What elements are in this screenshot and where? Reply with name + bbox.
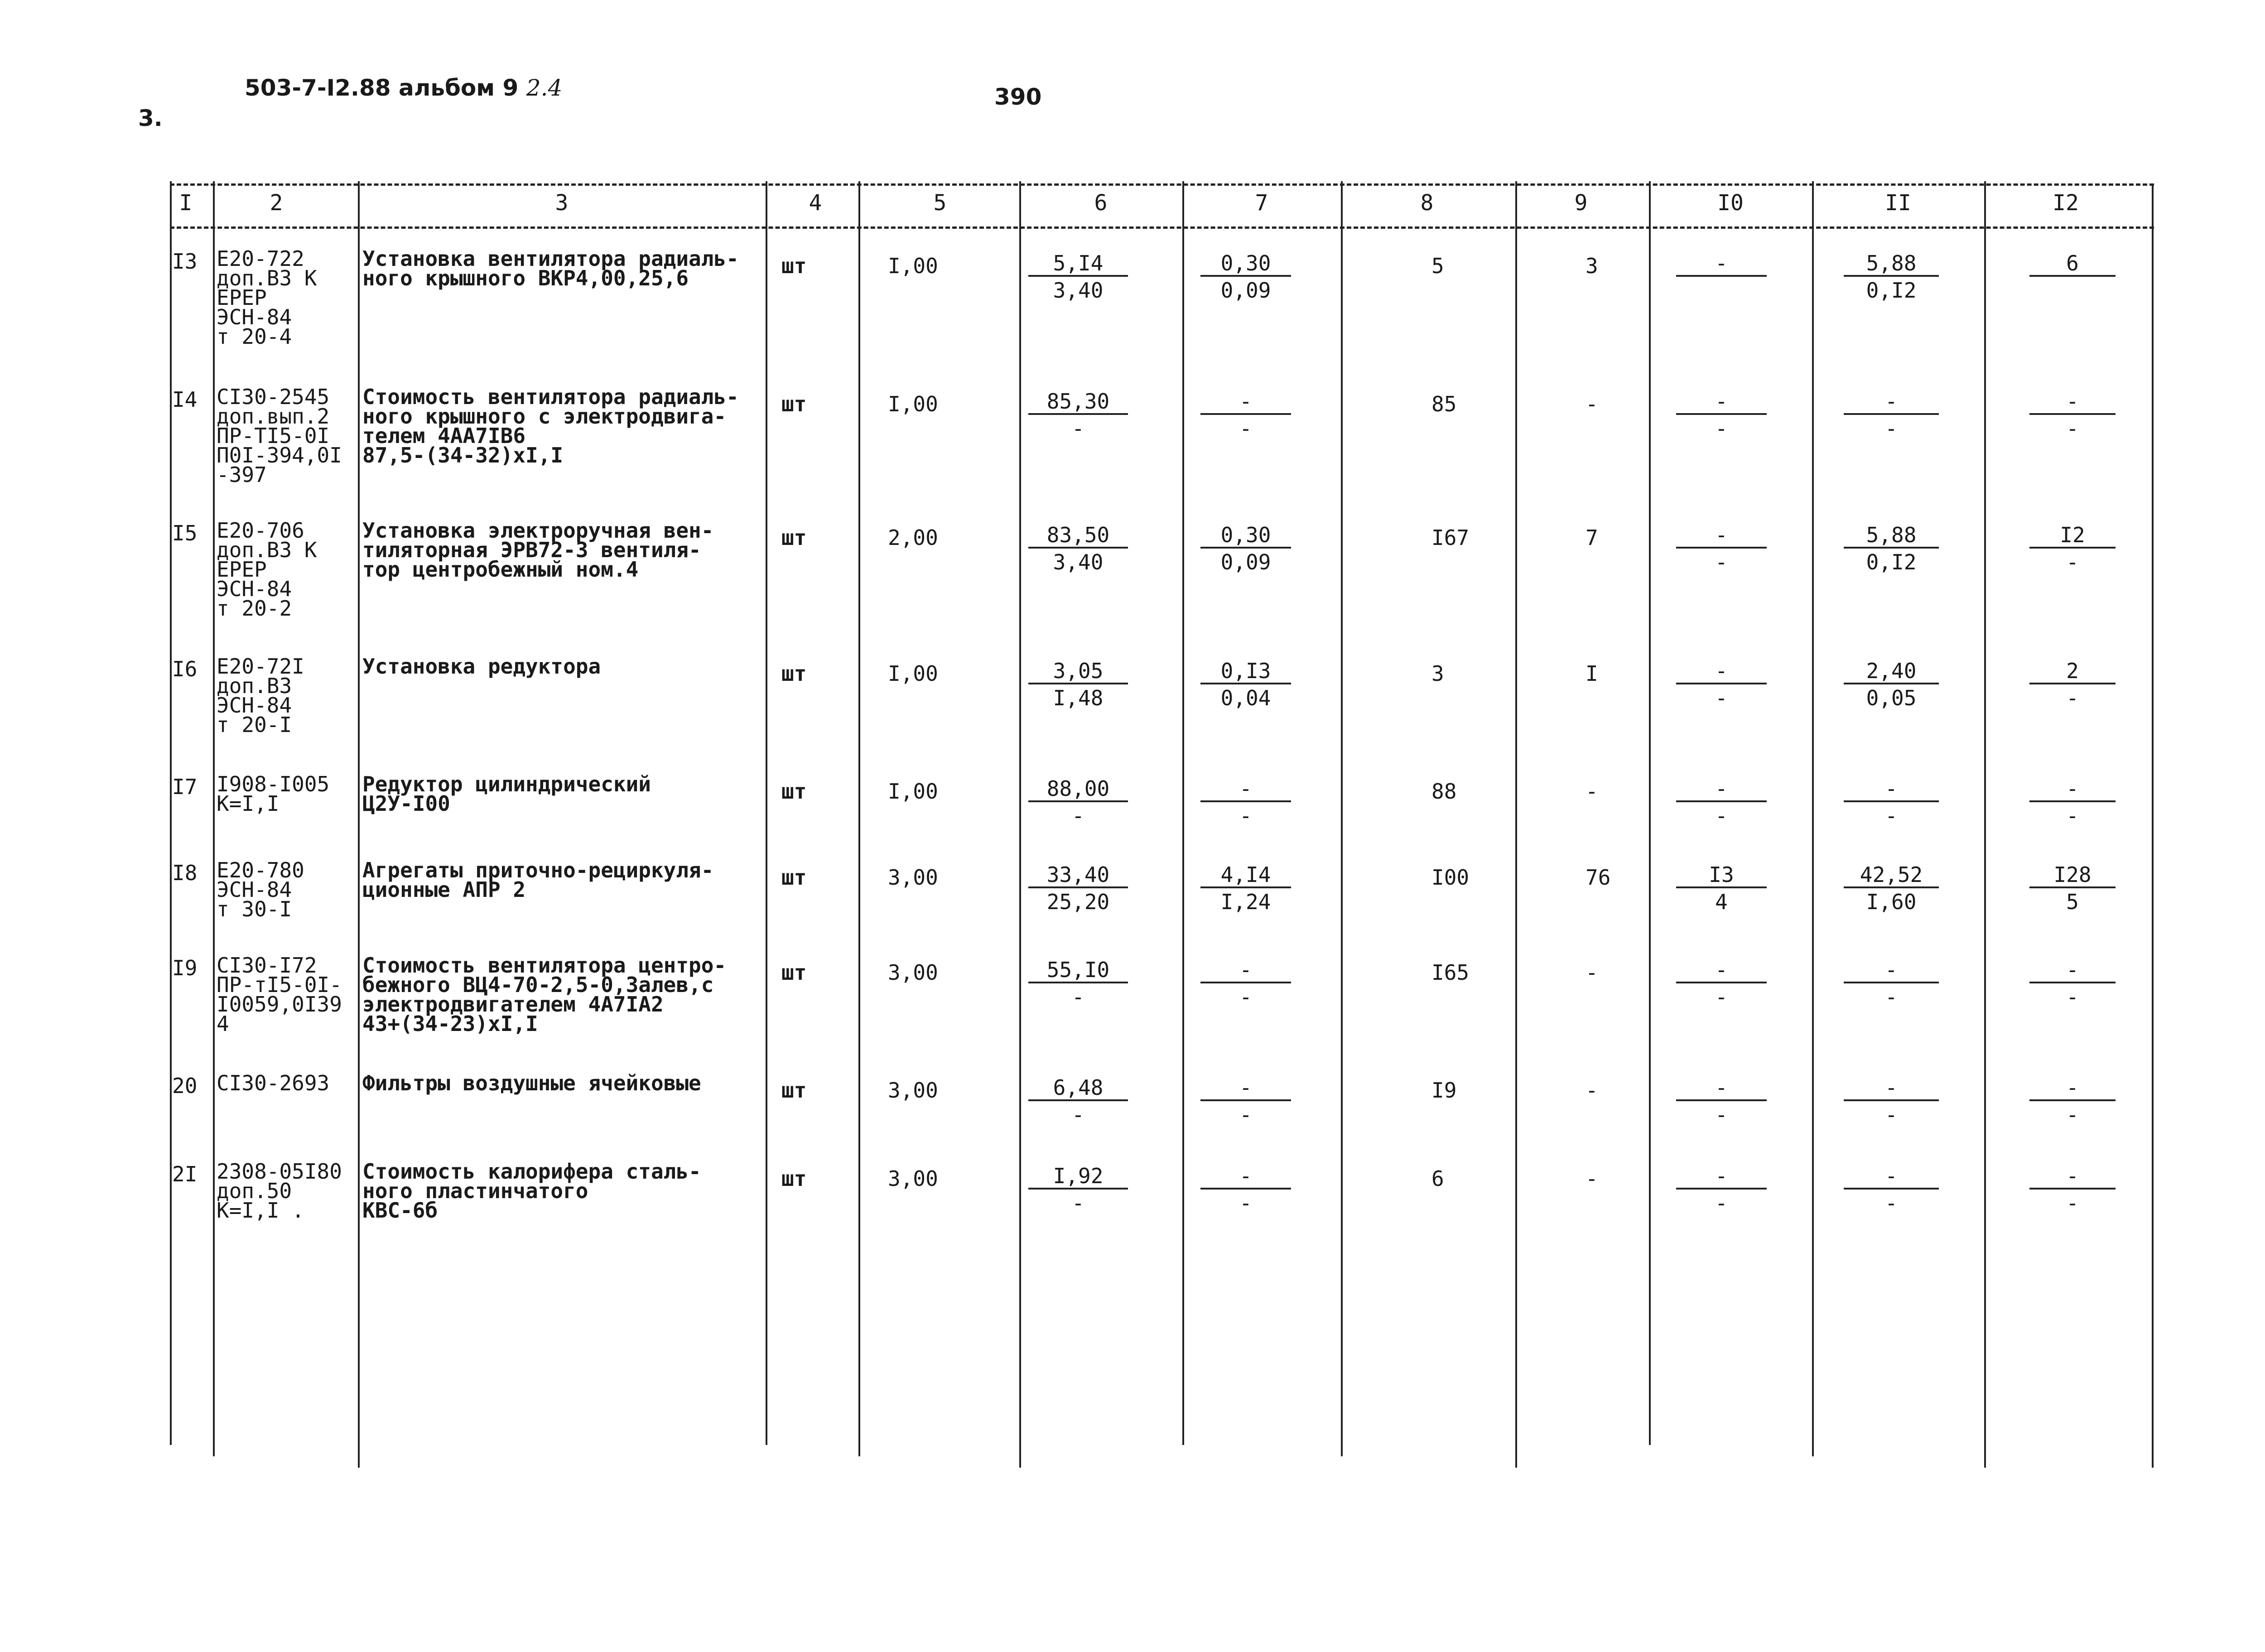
col-header-11: II	[1885, 190, 1911, 216]
cost-col-10-denominator	[1676, 277, 1767, 304]
work-description	[362, 654, 601, 679]
rate-code-line: ПР-тI5-0I-	[217, 973, 342, 997]
quantity: 2,00	[888, 525, 938, 550]
column-rule-9	[1515, 181, 1517, 1468]
cost-col-7	[1200, 390, 1291, 442]
cost-col-12	[2029, 659, 2116, 712]
unit-cost-col-6-denominator: 3,40	[1053, 278, 1104, 303]
work-description-line: КВС-6б	[362, 1198, 438, 1223]
col-header-9: 9	[1574, 190, 1588, 216]
total-col-9: -	[1586, 392, 1598, 416]
cost-col-12-denominator: -	[2066, 804, 2079, 828]
col-header-3: 3	[555, 190, 569, 216]
work-description-line: ного пластинчатого	[362, 1179, 588, 1203]
work-description-line: телем 4АА7IВ6	[362, 424, 526, 448]
row-number: I3	[172, 249, 198, 274]
unit-cost-col-6-numerator: 85,30	[1028, 390, 1128, 415]
cost-col-10-numerator: -	[1676, 659, 1767, 684]
unit-cost-col-6-denominator: 25,20	[1046, 890, 1110, 914]
cost-col-12-denominator: 5	[2066, 890, 2079, 914]
work-description-line: Фильтры воздушные ячейковые	[362, 1071, 701, 1095]
unit-cost-col-6-numerator: 3,05	[1028, 659, 1128, 684]
document-code-text: 503-7-I2.88 альбом 9	[245, 75, 519, 101]
cost-col-12-denominator	[2029, 277, 2116, 304]
rate-code-line: Е20-706	[217, 518, 304, 543]
rate-code-line: СI30-I72	[217, 953, 317, 978]
column-rule-6	[1019, 181, 1021, 1468]
rate-code	[217, 858, 304, 921]
cost-col-10-numerator: -	[1676, 1076, 1767, 1101]
cost-col-12-numerator: -	[2029, 777, 2116, 802]
col-header-4: 4	[809, 190, 822, 216]
total-col-9: -	[1586, 779, 1598, 804]
total-col-9: 7	[1586, 525, 1598, 550]
row-number: I6	[172, 657, 198, 681]
total-col-8: 5	[1431, 254, 1444, 278]
row-number: I9	[172, 956, 198, 980]
cost-col-11-denominator: -	[1885, 1103, 1898, 1127]
work-description	[362, 518, 714, 582]
rate-code-line: СI30-2693	[217, 1071, 330, 1095]
cost-col-12	[2029, 251, 2116, 304]
cost-col-12	[2029, 1076, 2116, 1128]
cost-col-10-numerator: I3	[1676, 863, 1767, 888]
cost-col-10	[1676, 523, 1767, 576]
rate-code-line: ЭСН-84	[217, 877, 292, 902]
quantity: 3,00	[888, 960, 938, 985]
column-rule-7	[1182, 181, 1184, 1445]
unit: шт	[781, 1078, 807, 1103]
unit-cost-col-6-denominator: -	[1072, 416, 1084, 441]
work-description	[362, 953, 727, 1036]
work-description-line: Стоимость калорифера сталь-	[362, 1159, 701, 1184]
work-description-line: бежного ВЦ4-70-2,5-0,3алев,с	[362, 973, 714, 997]
cost-col-10-denominator: -	[1715, 804, 1728, 828]
total-col-9: -	[1586, 1078, 1598, 1103]
unit-cost-col-6	[1028, 390, 1128, 442]
cost-col-12	[2029, 390, 2116, 442]
unit: шт	[781, 960, 807, 985]
total-col-8: 6	[1431, 1166, 1444, 1191]
unit-cost-col-6-numerator: 83,50	[1028, 523, 1128, 549]
cost-col-7	[1200, 523, 1291, 576]
cost-col-12-denominator: -	[2066, 985, 2079, 1009]
unit-cost-col-6-numerator: 55,I0	[1028, 958, 1128, 983]
cost-col-7-denominator: -	[1239, 1191, 1252, 1215]
column-rule-10	[1649, 181, 1651, 1445]
cost-col-7-denominator: 0,09	[1220, 278, 1271, 303]
cost-col-11-numerator: -	[1844, 1164, 1939, 1190]
rate-code-line: 2308-05I80	[217, 1159, 342, 1184]
row-number: I8	[172, 861, 198, 885]
col-header-10: I0	[1717, 190, 1744, 216]
unit-cost-col-6-numerator: I,92	[1028, 1164, 1128, 1190]
cost-col-7-denominator: -	[1239, 1103, 1252, 1127]
unit-cost-col-6	[1028, 659, 1128, 712]
cost-col-10-numerator: -	[1676, 523, 1767, 549]
column-rule-12	[1984, 181, 1986, 1468]
column-rule-3	[358, 181, 360, 1468]
cost-col-10-numerator: -	[1676, 390, 1767, 415]
unit-cost-col-6-denominator: -	[1072, 985, 1084, 1009]
rate-code-line: ЭСН-84	[217, 577, 292, 601]
rate-code-line: I0059,0I39	[217, 992, 342, 1016]
cost-col-10	[1676, 777, 1767, 829]
quantity: 3,00	[888, 865, 938, 890]
cost-col-12-numerator: 6	[2029, 251, 2116, 277]
cost-col-7	[1200, 958, 1291, 1011]
cost-col-10-numerator: -	[1676, 251, 1767, 277]
cost-col-11-denominator: I,60	[1866, 890, 1917, 914]
cost-col-7	[1200, 863, 1291, 915]
work-description	[362, 387, 739, 465]
unit: шт	[781, 1166, 807, 1191]
cost-col-7-numerator: -	[1200, 1164, 1291, 1190]
work-description-line: ного крышного с электродвига-	[362, 404, 727, 429]
unit: шт	[781, 525, 807, 550]
rate-code-line: Е20-72I	[217, 654, 304, 679]
rate-code	[217, 246, 317, 349]
cost-col-12-numerator: -	[2029, 1164, 2116, 1190]
cost-col-11	[1844, 1076, 1939, 1128]
column-rule-11	[1812, 181, 1814, 1456]
work-description-line: Установка вентилятора радиаль-	[362, 246, 739, 271]
total-col-9: -	[1586, 960, 1598, 985]
column-rule-8	[1341, 181, 1343, 1456]
cost-col-12-denominator: -	[2066, 550, 2079, 574]
cost-col-12-numerator: -	[2029, 1076, 2116, 1101]
cost-col-11-denominator: -	[1885, 804, 1898, 828]
cost-col-10	[1676, 659, 1767, 712]
work-description	[362, 246, 739, 290]
cost-col-10-denominator: -	[1715, 1103, 1728, 1127]
cost-col-11	[1844, 523, 1939, 576]
rate-code-line: т 20-I	[217, 713, 292, 737]
cost-col-11	[1844, 659, 1939, 712]
cost-col-7-numerator: 0,30	[1200, 251, 1291, 277]
cost-col-11	[1844, 777, 1939, 829]
unit-cost-col-6	[1028, 958, 1128, 1011]
cost-col-12-numerator: -	[2029, 390, 2116, 415]
work-description-line: Ц2У-I00	[362, 791, 450, 816]
rate-code-line: доп.В3	[217, 674, 292, 698]
work-description-line: Установка электроручная вен-	[362, 518, 714, 543]
cost-col-7	[1200, 1076, 1291, 1128]
rate-code-line: доп.В3 К	[217, 538, 317, 562]
cost-col-10	[1676, 958, 1767, 1011]
cost-col-7-numerator: -	[1200, 390, 1291, 415]
cost-col-12-numerator: -	[2029, 958, 2116, 983]
rate-code-line: ЭСН-84	[217, 305, 292, 329]
cost-col-7-numerator: -	[1200, 777, 1291, 802]
cost-col-11-denominator: -	[1885, 416, 1898, 441]
cost-col-11	[1844, 1164, 1939, 1217]
col-header-1: I	[179, 190, 193, 216]
rate-code-line: доп.вып.2	[217, 404, 330, 429]
cost-col-10-numerator: -	[1676, 958, 1767, 983]
document-code	[245, 75, 562, 101]
rate-code-line: Е20-722	[217, 246, 304, 271]
work-description	[362, 858, 714, 902]
cost-col-7-denominator: -	[1239, 985, 1252, 1009]
cost-col-12	[2029, 958, 2116, 1011]
rate-code	[217, 772, 330, 816]
cost-col-11	[1844, 958, 1939, 1011]
rate-code-line: К=I,I	[217, 791, 280, 816]
quantity: I,00	[888, 254, 938, 278]
unit-cost-col-6-numerator: 5,I4	[1028, 251, 1128, 277]
cost-col-11-numerator: 42,52	[1844, 863, 1939, 888]
rate-code-line: ПР-ТI5-0I	[217, 424, 330, 448]
cost-col-7-denominator: 0,04	[1220, 686, 1271, 710]
header-top-rule	[170, 183, 2154, 186]
cost-col-12	[2029, 863, 2116, 915]
rate-code	[217, 1159, 342, 1223]
row-number: 2I	[172, 1162, 198, 1186]
col-header-6: 6	[1094, 190, 1108, 216]
rate-code-line: П0I-394,0I	[217, 443, 342, 467]
work-description	[362, 1159, 701, 1223]
cost-col-11-denominator: 0,I2	[1866, 550, 1917, 574]
cost-col-11-denominator: 0,05	[1866, 686, 1917, 710]
cost-col-12-numerator: I2	[2029, 523, 2116, 549]
cost-col-11-numerator: -	[1844, 958, 1939, 983]
cost-col-10-numerator: -	[1676, 777, 1767, 802]
total-col-8: I00	[1431, 865, 1470, 890]
work-description-line: тиляторная ЭРВ72-3 вентиля-	[362, 538, 701, 562]
total-col-8: I67	[1431, 525, 1470, 550]
rate-code-line: т 30-I	[217, 897, 292, 921]
unit-cost-col-6	[1028, 1164, 1128, 1217]
rate-code	[217, 518, 317, 621]
work-description-line: Стоимость вентилятора центро-	[362, 953, 727, 978]
unit: шт	[781, 779, 807, 804]
cost-col-7-denominator: 0,09	[1220, 550, 1271, 574]
cost-col-11	[1844, 251, 1939, 304]
cost-col-7-numerator: 4,I4	[1200, 863, 1291, 888]
section-number: 3.	[138, 105, 163, 131]
column-rule-1	[170, 181, 172, 1445]
rate-code	[217, 1071, 330, 1095]
rate-code-line: К=I,I .	[217, 1198, 304, 1223]
rate-code	[217, 953, 342, 1036]
col-header-5: 5	[933, 190, 947, 216]
unit: шт	[781, 661, 807, 686]
quantity: 3,00	[888, 1078, 938, 1103]
total-col-9: I	[1586, 661, 1598, 686]
quantity: I,00	[888, 661, 938, 686]
unit-cost-col-6-numerator: 88,00	[1028, 777, 1128, 802]
column-rule-5	[858, 181, 860, 1456]
rate-code-line: доп.В3 К	[217, 266, 317, 290]
row-number: I4	[172, 387, 198, 412]
quantity: 3,00	[888, 1166, 938, 1191]
cost-col-10-denominator: -	[1715, 686, 1728, 710]
cost-col-11-numerator: -	[1844, 777, 1939, 802]
col-header-2: 2	[270, 190, 283, 216]
cost-col-10-denominator: -	[1715, 416, 1728, 441]
column-rule-13	[2152, 183, 2154, 1468]
rate-code-line: доп.50	[217, 1179, 292, 1203]
row-number: 20	[172, 1074, 198, 1098]
cost-col-12	[2029, 1164, 2116, 1217]
cost-col-12	[2029, 523, 2116, 576]
cost-col-10	[1676, 251, 1767, 304]
cost-col-10-denominator: -	[1715, 985, 1728, 1009]
unit-cost-col-6-denominator: 3,40	[1053, 550, 1104, 574]
unit: шт	[781, 392, 807, 416]
cost-col-7	[1200, 1164, 1291, 1217]
cost-col-7-numerator: -	[1200, 958, 1291, 983]
cost-col-11	[1844, 390, 1939, 442]
unit-cost-col-6	[1028, 863, 1128, 915]
total-col-8: 88	[1431, 779, 1457, 804]
unit-cost-col-6-denominator: -	[1072, 1191, 1084, 1215]
cost-col-11-numerator: 5,88	[1844, 523, 1939, 549]
column-rule-2	[213, 181, 215, 1456]
unit: шт	[781, 254, 807, 278]
rate-code-line: -397	[217, 462, 267, 487]
total-col-9: -	[1586, 1166, 1598, 1191]
cost-col-7	[1200, 251, 1291, 304]
rate-code-line: 4	[217, 1011, 229, 1036]
cost-col-7	[1200, 777, 1291, 829]
work-description-line: ного крышного ВКР4,00,25,6	[362, 266, 689, 290]
work-description-line: ционные АПР 2	[362, 877, 526, 902]
cost-col-10-denominator: -	[1715, 1191, 1728, 1215]
unit-cost-col-6	[1028, 523, 1128, 576]
handwritten-note: 2.4	[526, 75, 563, 101]
unit-cost-col-6-denominator: -	[1072, 804, 1084, 828]
cost-col-11	[1844, 863, 1939, 915]
total-col-8: 85	[1431, 392, 1457, 416]
work-description-line: Агрегаты приточно-рециркуля-	[362, 858, 714, 882]
unit-cost-col-6-denominator: -	[1072, 1103, 1084, 1127]
quantity: I,00	[888, 779, 938, 804]
row-number: I5	[172, 521, 198, 545]
total-col-8: I65	[1431, 960, 1470, 985]
row-number: I7	[172, 775, 198, 799]
cost-col-12-denominator: -	[2066, 686, 2079, 710]
cost-col-12-denominator: -	[2066, 1191, 2079, 1215]
rate-code-line: Е20-780	[217, 858, 304, 882]
cost-col-10	[1676, 863, 1767, 915]
work-description-line: 43+(34-23)хI,I	[362, 1011, 538, 1036]
cost-col-12-denominator: -	[2066, 416, 2079, 441]
cost-col-12	[2029, 777, 2116, 829]
unit-cost-col-6-numerator: 6,48	[1028, 1076, 1128, 1101]
work-description-line: Стоимость вентилятора радиаль-	[362, 385, 739, 409]
work-description-line: Редуктор цилиндрический	[362, 772, 651, 796]
unit-cost-col-6-denominator: I,48	[1053, 686, 1104, 710]
cost-col-10	[1676, 1076, 1767, 1128]
rate-code-line: ЕРЕР	[217, 285, 267, 310]
cost-col-7-denominator: -	[1239, 804, 1252, 828]
cost-col-11-numerator: -	[1844, 390, 1939, 415]
total-col-9: 3	[1586, 254, 1598, 278]
cost-col-7-denominator: I,24	[1220, 890, 1271, 914]
cost-col-11-numerator: 2,40	[1844, 659, 1939, 684]
col-header-12: I2	[2053, 190, 2079, 216]
unit: шт	[781, 865, 807, 890]
total-col-8: 3	[1431, 661, 1444, 686]
cost-col-10	[1676, 390, 1767, 442]
unit-cost-col-6-numerator: 33,40	[1028, 863, 1128, 888]
total-col-8: I9	[1431, 1078, 1457, 1103]
cost-col-11-numerator: 5,88	[1844, 251, 1939, 277]
cost-col-7-numerator: 0,30	[1200, 523, 1291, 549]
rate-code-line: т 20-4	[217, 324, 292, 349]
cost-col-12-denominator: -	[2066, 1103, 2079, 1127]
column-rule-4	[766, 181, 767, 1445]
cost-col-7	[1200, 659, 1291, 712]
rate-code	[217, 387, 342, 485]
cost-col-11-denominator: 0,I2	[1866, 278, 1917, 303]
work-description-line: Установка редуктора	[362, 654, 601, 679]
cost-col-10-denominator: -	[1715, 550, 1728, 574]
cost-col-10-denominator: 4	[1715, 890, 1728, 914]
cost-col-11-numerator: -	[1844, 1076, 1939, 1101]
rate-code-line: ЭСН-84	[217, 693, 292, 718]
rate-code-line: т 20-2	[217, 596, 292, 621]
rate-code-line: СI30-2545	[217, 385, 330, 409]
cost-col-10-numerator: -	[1676, 1164, 1767, 1190]
work-description-line: электродвигателем 4А7IА2	[362, 992, 664, 1016]
cost-col-12-numerator: I28	[2029, 863, 2116, 888]
col-header-8: 8	[1420, 190, 1434, 216]
header-bottom-rule	[170, 226, 2154, 229]
cost-col-7-numerator: -	[1200, 1076, 1291, 1101]
quantity: I,00	[888, 392, 938, 416]
rate-code-line: I908-I005	[217, 772, 330, 796]
total-col-9: 76	[1586, 865, 1611, 890]
unit-cost-col-6	[1028, 1076, 1128, 1128]
col-header-7: 7	[1255, 190, 1268, 216]
unit-cost-col-6	[1028, 251, 1128, 304]
unit-cost-col-6	[1028, 777, 1128, 829]
page-number: 390	[994, 84, 1042, 110]
cost-col-11-denominator: -	[1885, 1191, 1898, 1215]
work-description	[362, 772, 651, 816]
work-description-line: 87,5-(34-32)хI,I	[362, 443, 564, 467]
cost-col-11-denominator: -	[1885, 985, 1898, 1009]
cost-col-7-denominator: -	[1239, 416, 1252, 441]
rate-code-line: ЕРЕР	[217, 557, 267, 582]
work-description-line: тор центробежный ном.4	[362, 557, 639, 582]
work-description	[362, 1071, 701, 1095]
cost-col-7-numerator: 0,I3	[1200, 659, 1291, 684]
cost-col-12-numerator: 2	[2029, 659, 2116, 684]
cost-col-10	[1676, 1164, 1767, 1217]
rate-code	[217, 654, 304, 737]
